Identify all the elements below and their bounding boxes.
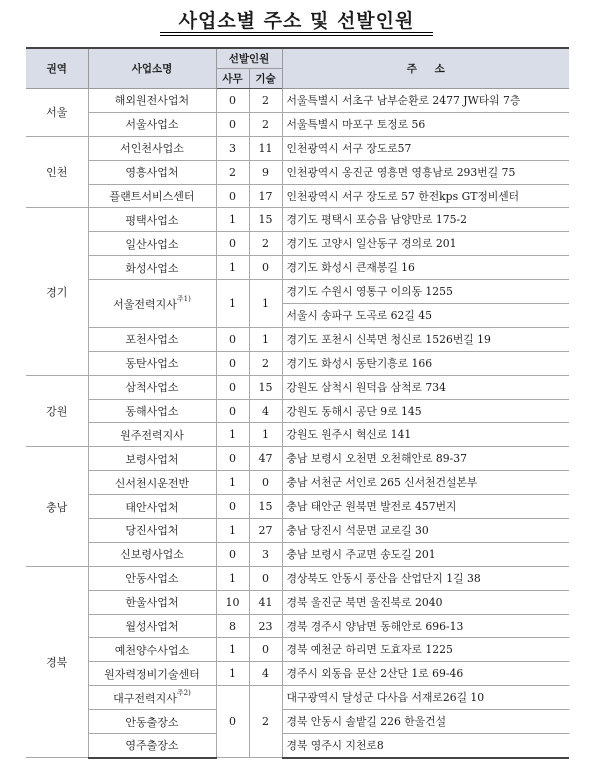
technical-count: 4 (249, 399, 282, 423)
office-staff-count: 1 (216, 519, 249, 543)
technical-count: 3 (249, 542, 282, 566)
office-name-cell (88, 89, 216, 113)
table-row (26, 351, 569, 375)
address-cell: 충남 서천군 서인로 265 신서천건설본부 (282, 471, 569, 495)
address-cell: 경상북도 안동시 풍산읍 산업단지 1길 38 (282, 566, 569, 590)
table-row (26, 542, 569, 566)
technical-count: 23 (249, 614, 282, 638)
office-name-cell (88, 734, 216, 758)
office-name-cell (88, 519, 216, 543)
region-cell: 경기 (26, 208, 88, 375)
address-cell: 서울특별시 서초구 남부순환로 2477 JW타워 7층 (282, 89, 569, 113)
office-name-cell (88, 686, 216, 710)
office-name-cell (88, 232, 216, 256)
office-name: 신보령사업소 (120, 548, 184, 562)
table-row (26, 614, 569, 638)
office-name-cell (88, 375, 216, 399)
office-name: 영흥사업처 (125, 166, 179, 180)
office-name: 예천양수사업소 (114, 643, 190, 657)
office-name: 월성사업처 (125, 620, 179, 634)
office-staff-count: 1 (216, 566, 249, 590)
office-name-cell (88, 112, 216, 136)
table-body (26, 89, 569, 758)
office-staff-count: 0 (216, 112, 249, 136)
technical-count: 17 (249, 184, 282, 208)
address-cell: 인천광역시 서구 장도로 57 한전kps GT정비센터 (282, 184, 569, 208)
office-name-cell (88, 327, 216, 351)
page-title: 사업소별 주소 및 선발인원 (178, 10, 415, 32)
address-cell: 서울시 송파구 도곡로 62길 45 (282, 304, 569, 328)
table-row (26, 89, 569, 113)
technical-count: 0 (249, 638, 282, 662)
office-staff-count: 0 (216, 495, 249, 519)
office-name-cell (88, 136, 216, 160)
address-cell: 충남 보령시 오천면 오천해안로 89-37 (282, 447, 569, 471)
office-name: 원자력정비기술센터 (104, 667, 200, 681)
office-staff-count: 3 (216, 136, 249, 160)
technical-count: 15 (249, 495, 282, 519)
table-row (26, 566, 569, 590)
office-name: 플랜트서비스센터 (109, 190, 195, 203)
office-name-cell (88, 423, 216, 447)
technical-count: 0 (249, 256, 282, 280)
office-staff-count: 0 (216, 351, 249, 375)
office-staff-count: 0 (216, 542, 249, 566)
office-staff-count: 0 (216, 184, 249, 208)
office-staff-count: 0 (216, 447, 249, 471)
office-name: 서인천사업소 (120, 142, 184, 156)
office-staff-count: 0 (216, 686, 249, 758)
region-cell: 강원 (26, 375, 88, 447)
address-cell: 경기도 화성시 동탄기흥로 166 (282, 351, 569, 375)
office-name: 동해사업소 (125, 405, 179, 419)
header-office-staff: 사무 (216, 69, 249, 89)
table-row (26, 447, 569, 471)
technical-count: 0 (249, 471, 282, 495)
office-staff-count: 0 (216, 375, 249, 399)
table-row (26, 734, 569, 758)
office-name: 대구전력지사 (113, 691, 177, 705)
office-staff-count: 1 (216, 256, 249, 280)
address-cell: 경기도 화성시 큰재봉길 16 (282, 256, 569, 280)
office-staff-count: 1 (216, 280, 249, 328)
table-row (26, 519, 569, 543)
address-cell: 인천광역시 옹진군 영흥면 영흥남로 293번길 75 (282, 160, 569, 184)
table-row (26, 256, 569, 280)
office-name: 태안사업처 (125, 500, 179, 514)
header-region: 권역 (26, 48, 88, 89)
office-staff-count: 10 (216, 590, 249, 614)
table-row (26, 112, 569, 136)
office-staff-count: 0 (216, 399, 249, 423)
address-cell: 경북 경주시 양남면 동해안로 696-13 (282, 614, 569, 638)
address-cell: 대구광역시 달성군 다사읍 서재로26길 10 (282, 686, 569, 710)
table-row (26, 280, 569, 304)
office-staff-count: 0 (216, 232, 249, 256)
technical-count: 4 (249, 662, 282, 686)
address-cell: 충남 당진시 석문면 교로길 30 (282, 519, 569, 543)
address-cell: 경주시 외동읍 문산 2산단 1로 69-46 (282, 662, 569, 686)
office-name-cell (88, 542, 216, 566)
office-name: 보령사업처 (125, 452, 179, 466)
technical-count: 15 (249, 375, 282, 399)
office-staff-count: 1 (216, 208, 249, 232)
technical-count: 47 (249, 447, 282, 471)
office-name-cell (88, 280, 216, 328)
office-name: 한울사업처 (125, 596, 179, 610)
office-staff-count: 1 (216, 662, 249, 686)
technical-count: 1 (249, 423, 282, 447)
region-cell: 서울 (26, 89, 88, 137)
title-underline-bottom (160, 35, 433, 36)
table-row (26, 471, 569, 495)
office-staff-count: 0 (216, 89, 249, 113)
table-row (26, 638, 569, 662)
address-cell: 경북 안동시 솔밭길 226 한울건설 (282, 710, 569, 734)
footnote-marker: 주2) (176, 688, 191, 697)
office-staff-count: 1 (216, 638, 249, 662)
office-table (26, 47, 569, 759)
table-row (26, 160, 569, 184)
table-row (26, 686, 569, 710)
office-name: 해외원전사업처 (114, 94, 190, 108)
office-staff-count: 1 (216, 423, 249, 447)
address-cell: 강원도 원주시 혁신로 141 (282, 423, 569, 447)
office-name: 평택사업소 (125, 213, 179, 227)
address-cell: 서울특별시 마포구 토정로 56 (282, 112, 569, 136)
office-name-cell (88, 351, 216, 375)
office-name: 포천사업소 (125, 333, 179, 347)
office-name: 신서천시운전반 (114, 476, 190, 490)
office-name: 서울사업소 (125, 118, 179, 132)
office-name-cell (88, 471, 216, 495)
header-address: 주 소 (282, 48, 569, 89)
technical-count: 2 (249, 686, 282, 758)
address-cell: 경북 예천군 하리면 도효자로 1225 (282, 638, 569, 662)
office-name-cell (88, 208, 216, 232)
office-name: 삼척사업소 (125, 381, 179, 395)
office-staff-count: 1 (216, 471, 249, 495)
office-name-cell (88, 566, 216, 590)
footnote-marker: 주1) (176, 294, 191, 303)
technical-count: 1 (249, 280, 282, 328)
title-underline-top (160, 32, 433, 33)
technical-count: 15 (249, 208, 282, 232)
address-cell: 강원도 삼척시 원덕읍 삼척로 734 (282, 375, 569, 399)
table-row (26, 662, 569, 686)
office-name-cell (88, 590, 216, 614)
technical-count: 2 (249, 351, 282, 375)
technical-count: 2 (249, 89, 282, 113)
address-cell: 경북 울진군 북면 울진북로 2040 (282, 590, 569, 614)
region-cell: 인천 (26, 136, 88, 208)
address-cell: 경기도 포천시 신북면 청신로 1526번길 19 (282, 327, 569, 351)
table-row (26, 710, 569, 734)
technical-count: 2 (249, 112, 282, 136)
office-name-cell (88, 256, 216, 280)
technical-count: 27 (249, 519, 282, 543)
office-name-cell (88, 614, 216, 638)
office-name-cell (88, 495, 216, 519)
office-staff-count: 0 (216, 327, 249, 351)
office-name-cell (88, 184, 216, 208)
table-row (26, 590, 569, 614)
table-row (26, 184, 569, 208)
header-office-name: 사업소명 (88, 48, 216, 89)
address-cell: 충남 태안군 원북면 발전로 457번지 (282, 495, 569, 519)
office-name-cell (88, 710, 216, 734)
address-cell: 경기도 평택시 포승읍 남양만로 175-2 (282, 208, 569, 232)
office-name-cell (88, 638, 216, 662)
technical-count: 11 (249, 136, 282, 160)
address-cell: 경기도 고양시 일산동구 경의로 201 (282, 232, 569, 256)
header-technical: 기술 (249, 69, 282, 89)
office-name: 일산사업소 (125, 237, 179, 251)
office-name: 영주출장소 (125, 739, 179, 753)
office-staff-count: 8 (216, 614, 249, 638)
technical-count: 9 (249, 160, 282, 184)
office-name-cell (88, 160, 216, 184)
technical-count: 0 (249, 566, 282, 590)
address-cell: 경북 영주시 지천로8 (282, 734, 569, 758)
region-cell: 충남 (26, 447, 88, 566)
table-row (26, 399, 569, 423)
address-cell: 경기도 수원시 영통구 이의동 1255 (282, 280, 569, 304)
technical-count: 1 (249, 327, 282, 351)
address-cell: 충남 보령시 주교면 송도길 201 (282, 542, 569, 566)
address-cell: 강원도 동해시 공단 9로 145 (282, 399, 569, 423)
office-name-cell (88, 662, 216, 686)
office-name: 안동출장소 (125, 715, 179, 729)
table-row (26, 136, 569, 160)
office-name: 동탄사업소 (125, 357, 179, 371)
table-row (26, 232, 569, 256)
header-selection: 선발인원 (216, 48, 282, 69)
office-name-cell (88, 447, 216, 471)
office-name: 안동사업소 (125, 572, 179, 586)
technical-count: 41 (249, 590, 282, 614)
table-row (26, 327, 569, 351)
table-row (26, 375, 569, 399)
technical-count: 2 (249, 232, 282, 256)
address-cell: 인천광역시 서구 장도로57 (282, 136, 569, 160)
office-name: 서울전력지사 (113, 297, 177, 311)
region-cell: 경북 (26, 566, 88, 758)
table-row (26, 208, 569, 232)
office-staff-count: 2 (216, 160, 249, 184)
office-name: 당진사업처 (125, 524, 179, 538)
office-name: 화성사업소 (125, 261, 179, 275)
table-row (26, 423, 569, 447)
office-name: 원주전력지사 (120, 428, 184, 442)
office-name-cell (88, 399, 216, 423)
table-row (26, 495, 569, 519)
